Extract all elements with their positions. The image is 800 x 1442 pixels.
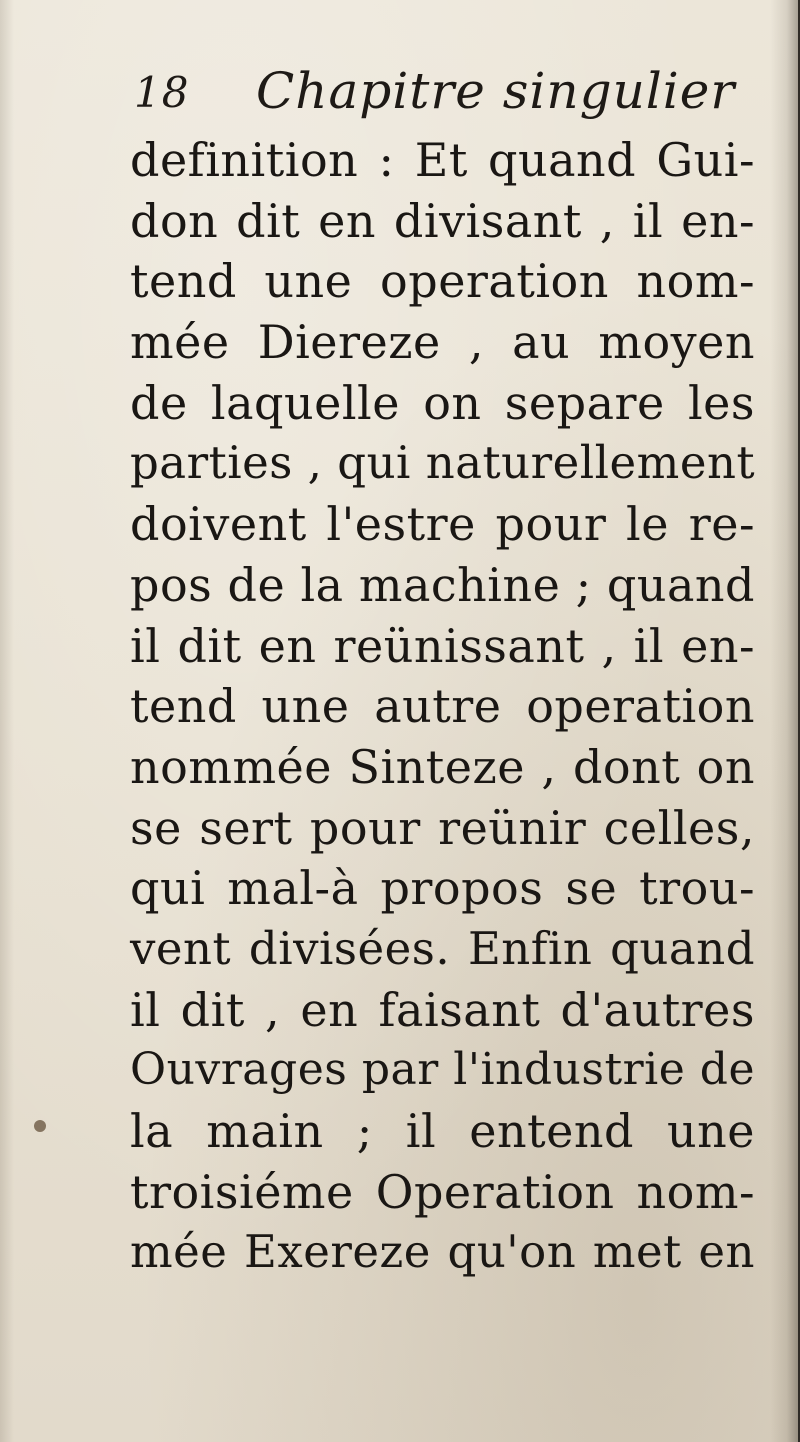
text-line: il dit , en faisant d'autres <box>130 982 755 1037</box>
text-line: Ouvrages par l'industrie de <box>130 1044 755 1096</box>
running-title: Chapitre singulier <box>256 62 736 120</box>
text-line: don dit en divisant , il en- <box>130 193 755 248</box>
text-line: nommée Sinteze , dont on <box>130 739 755 794</box>
text-line: doivent l'estre pour le re- <box>130 497 755 552</box>
text-line: parties , qui naturellement <box>130 436 756 490</box>
text-line: qui mal-à propos se trou- <box>130 861 755 916</box>
running-header <box>130 62 736 128</box>
body-text <box>130 130 755 1283</box>
text-line: se sert pour reünir celles, <box>130 800 755 855</box>
page-number: 18 <box>134 68 190 117</box>
text-line: vent divisées. Enfin quand <box>130 921 755 975</box>
page-edge-shadow <box>0 0 14 1442</box>
text-line: troisiéme Operation nom- <box>130 1164 755 1219</box>
text-line: de laquelle on separe les <box>130 375 755 430</box>
text-line: mée Exereze qu'on met en <box>130 1225 755 1279</box>
text-line: tend une operation nom- <box>130 254 755 309</box>
text-line: mée Diereze , au moyen <box>130 315 755 370</box>
text-line: tend une autre operation <box>130 679 755 734</box>
ink-spot <box>34 1120 46 1132</box>
text-line: la main ; il entend une <box>130 1104 755 1158</box>
text-line: definition : Et quand Gui- <box>130 133 755 187</box>
text-line: il dit en reünissant , il en- <box>130 618 755 673</box>
text-line: pos de la machine ; quand <box>130 557 755 612</box>
